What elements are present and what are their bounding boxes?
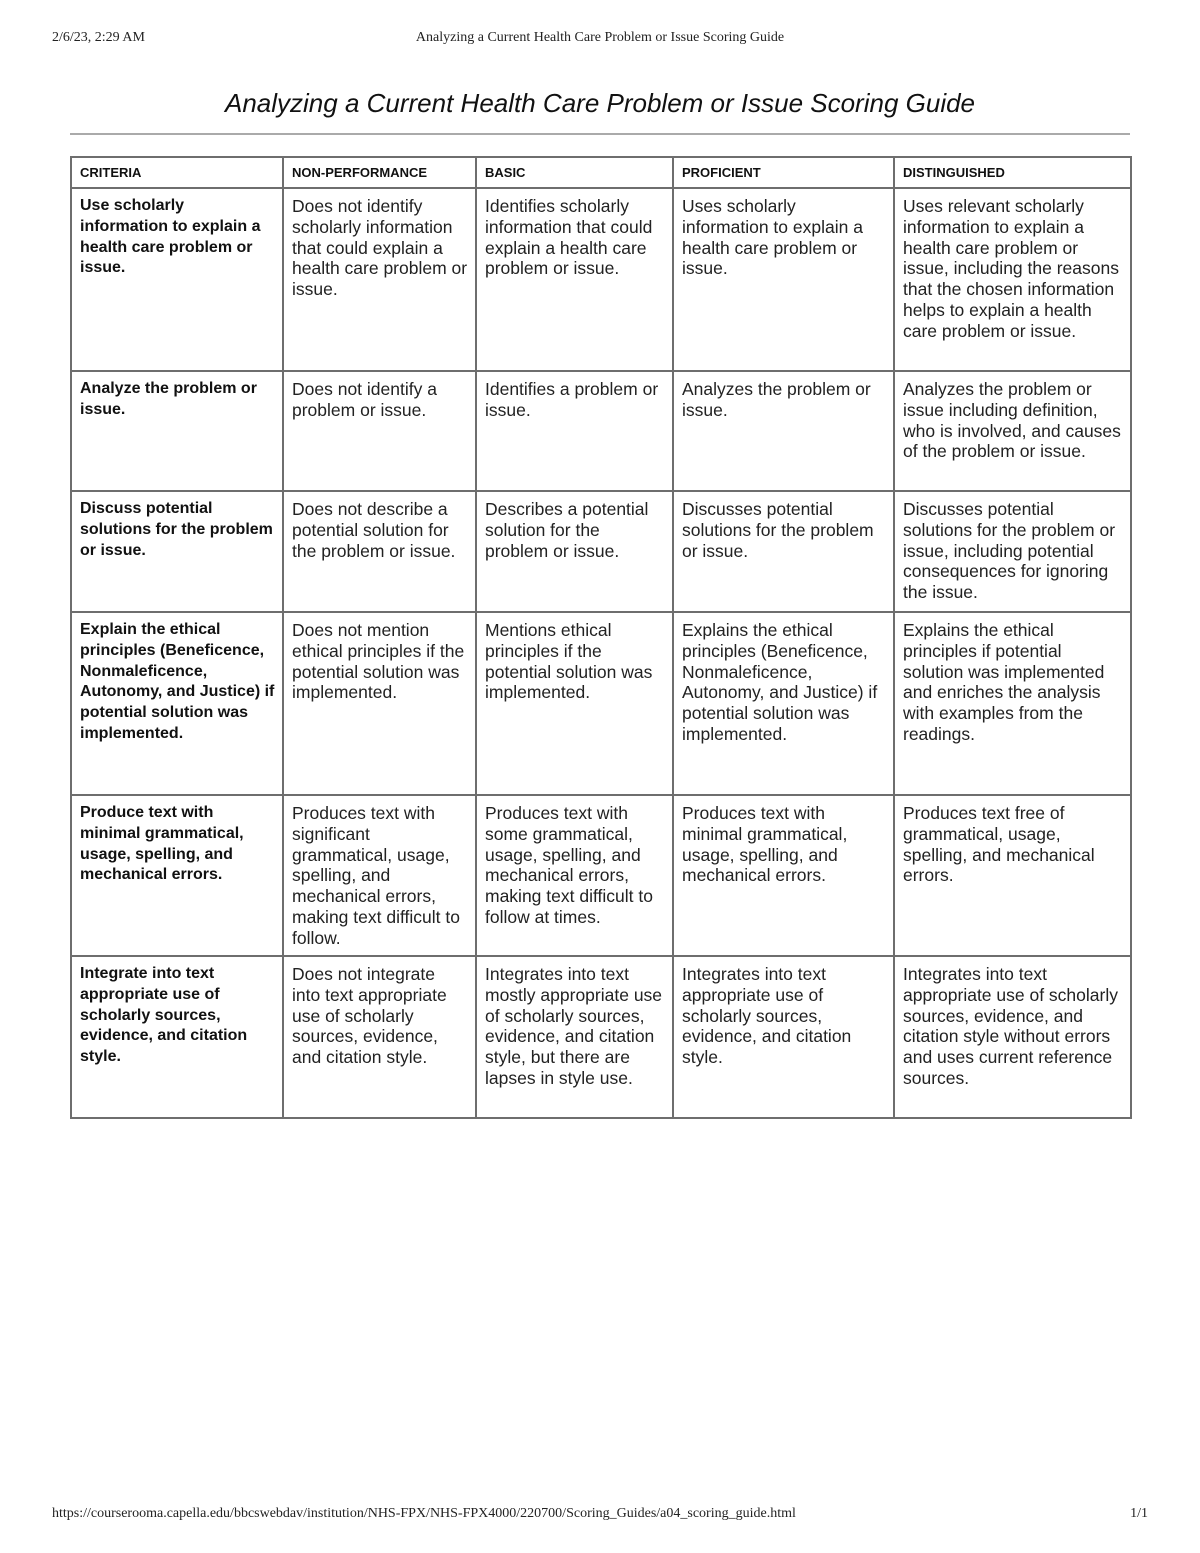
print-footer bbox=[52, 1506, 1148, 1526]
proficient-cell: Explains the ethical principles (Beneficence, Nonmaleficence, Autonomy, and Justice) if potential solution was implemented. bbox=[673, 612, 894, 795]
non-performance-cell: Does not describe a potential solution for the problem or issue. bbox=[283, 491, 476, 612]
basic-cell: Integrates into text mostly appropriate use of scholarly sources, evidence, and citation style, but there are lapses in style use. bbox=[476, 956, 673, 1118]
non-performance-cell: Does not mention ethical principles if the potential solution was implemented. bbox=[283, 612, 476, 795]
non-performance-cell: Does not identify scholarly information that could explain a health care problem or issue. bbox=[283, 188, 476, 371]
criteria-cell: Analyze the problem or issue. bbox=[71, 371, 283, 491]
print-url[interactable]: https://courseroomа.capella.edu/bbcswebdav/institution/NHS-FPX/NHS-FPX4000/220700/Scoring_Guides/a04_scoring_guide.html bbox=[52, 1506, 796, 1521]
title-divider bbox=[70, 133, 1130, 135]
criteria-cell: Discuss potential solutions for the problem or issue. bbox=[71, 491, 283, 612]
scoring-rubric-table bbox=[70, 156, 1132, 1119]
print-date: 2/6/23, 2:29 AM bbox=[52, 30, 145, 45]
non-performance-cell: Produces text with significant grammatical, usage, spelling, and mechanical errors, making text difficult to follow. bbox=[283, 795, 476, 956]
header-criteria: CRITERIA bbox=[71, 157, 283, 188]
basic-cell: Produces text with some grammatical, usage, spelling, and mechanical errors, making text difficult to follow at times. bbox=[476, 795, 673, 956]
basic-cell: Describes a potential solution for the problem or issue. bbox=[476, 491, 673, 612]
basic-cell: Identifies a problem or issue. bbox=[476, 371, 673, 491]
page-number: 1/1 bbox=[1130, 1506, 1148, 1521]
proficient-cell: Produces text with minimal grammatical, usage, spelling, and mechanical errors. bbox=[673, 795, 894, 956]
distinguished-cell: Uses relevant scholarly information to explain a health care problem or issue, including the reasons that the chosen information helps to explain a health care problem or issue. bbox=[894, 188, 1131, 371]
criteria-cell: Explain the ethical principles (Beneficence, Nonmaleficence, Autonomy, and Justice) if potential solution was implemented. bbox=[71, 612, 283, 795]
basic-cell: Identifies scholarly information that could explain a health care problem or issue. bbox=[476, 188, 673, 371]
basic-cell: Mentions ethical principles if the potential solution was implemented. bbox=[476, 612, 673, 795]
header-non-performance: NON-PERFORMANCE bbox=[283, 157, 476, 188]
table-row bbox=[71, 371, 1131, 491]
criteria-cell: Produce text with minimal grammatical, usage, spelling, and mechanical errors. bbox=[71, 795, 283, 956]
distinguished-cell: Analyzes the problem or issue including definition, who is involved, and causes of the problem or issue. bbox=[894, 371, 1131, 491]
non-performance-cell: Does not identify a problem or issue. bbox=[283, 371, 476, 491]
table-row bbox=[71, 956, 1131, 1118]
non-performance-cell: Does not integrate into text appropriate use of scholarly sources, evidence, and citation style. bbox=[283, 956, 476, 1118]
table-header-row bbox=[71, 157, 1131, 188]
distinguished-cell: Produces text free of grammatical, usage, spelling, and mechanical errors. bbox=[894, 795, 1131, 956]
document-title: Analyzing a Current Health Care Problem or Issue Scoring Guide bbox=[224, 88, 976, 118]
table-row bbox=[71, 491, 1131, 612]
table-row bbox=[71, 188, 1131, 371]
proficient-cell: Analyzes the problem or issue. bbox=[673, 371, 894, 491]
distinguished-cell: Integrates into text appropriate use of scholarly sources, evidence, and citation style without errors and uses current reference sources. bbox=[894, 956, 1131, 1118]
table-row bbox=[71, 795, 1131, 956]
distinguished-cell: Explains the ethical principles if potential solution was implemented and enriches the analysis with examples from the readings. bbox=[894, 612, 1131, 795]
header-proficient: PROFICIENT bbox=[673, 157, 894, 188]
print-header bbox=[52, 30, 1148, 50]
table-row bbox=[71, 612, 1131, 795]
distinguished-cell: Discusses potential solutions for the problem or issue, including potential consequences for ignoring the issue. bbox=[894, 491, 1131, 612]
criteria-cell: Integrate into text appropriate use of scholarly sources, evidence, and citation style. bbox=[71, 956, 283, 1118]
proficient-cell: Integrates into text appropriate use of scholarly sources, evidence, and citation style. bbox=[673, 956, 894, 1118]
header-distinguished: DISTINGUISHED bbox=[894, 157, 1131, 188]
print-page-title: Analyzing a Current Health Care Problem or Issue Scoring Guide bbox=[415, 30, 785, 45]
header-basic: BASIC bbox=[476, 157, 673, 188]
proficient-cell: Discusses potential solutions for the problem or issue. bbox=[673, 491, 894, 612]
criteria-cell: Use scholarly information to explain a health care problem or issue. bbox=[71, 188, 283, 371]
proficient-cell: Uses scholarly information to explain a health care problem or issue. bbox=[673, 188, 894, 371]
